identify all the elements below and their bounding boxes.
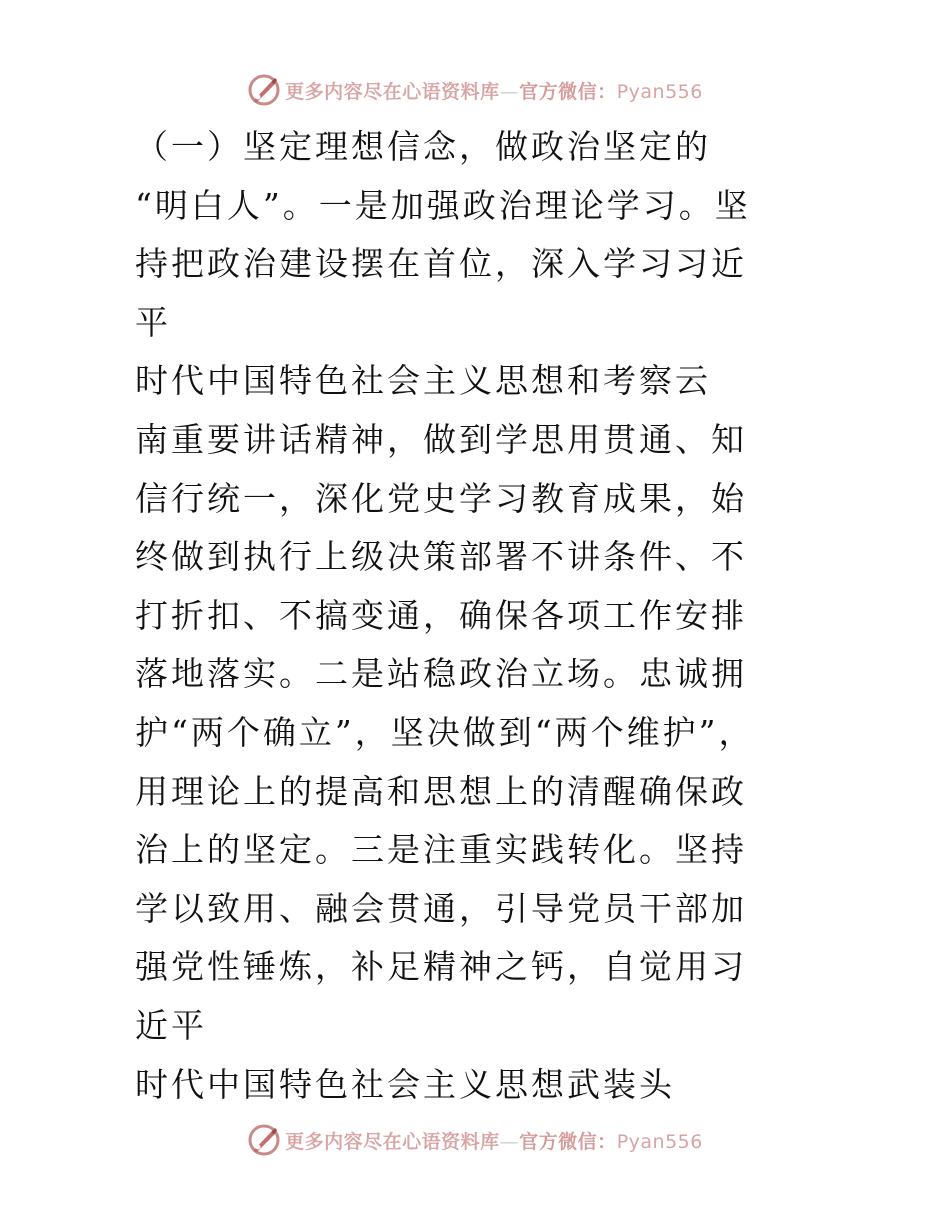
text-line: （一）坚定理想信念，做政治坚定的 (135, 127, 711, 166)
brush-pen-seal-icon (247, 1123, 281, 1157)
document-body (135, 124, 835, 1120)
text-line: 南重要讲话精神，做到学思用贯通、知 (135, 419, 747, 459)
footer-promo: 更多内容尽在心语资料库 (285, 1130, 500, 1153)
text-line: 时代中国特色社会主义思想武装头 (135, 1064, 675, 1104)
header-promo-text (285, 77, 703, 104)
text-line: 近平 (135, 1005, 207, 1045)
text-line: 护“两个确立”，坚决做到“两个维护”， (135, 712, 755, 752)
text-line: 打折扣、不搞变通，确保各项工作安排 (135, 595, 747, 635)
header-promo: 更多内容尽在心语资料库 (285, 80, 500, 103)
footer-separator: — (499, 1130, 520, 1153)
text-line: 用理论上的提高和思想上的清醒确保政 (135, 771, 747, 811)
footer-wechat-label: 官方微信： (519, 1130, 617, 1153)
text-line: 终做到执行上级决策部署不讲条件、不 (135, 537, 747, 577)
footer-wechat-id: Pyan556 (616, 1130, 703, 1153)
header-watermark (0, 70, 950, 110)
text-line: 时代中国特色社会主义思想和考察云 (135, 361, 711, 401)
brush-pen-seal-icon (247, 73, 281, 107)
footer-watermark (0, 1120, 950, 1160)
text-line: 落地落实。二是站稳政治立场。忠诚拥 (135, 654, 747, 694)
footer-promo-text (285, 1127, 703, 1154)
text-line: 持把政治建设摆在首位，深入学习习近 (135, 244, 747, 284)
text-line: “明白人”。一是加强政治理论学习。坚 (135, 185, 751, 225)
text-line: 学以致用、融会贯通，引导党员干部加 (135, 888, 747, 928)
header-wechat-id: Pyan556 (616, 80, 703, 103)
text-line: 强党性锤炼，补足精神之钙，自觉用习 (135, 947, 747, 987)
text-line: 治上的坚定。三是注重实践转化。坚持 (135, 830, 747, 870)
header-wechat-label: 官方微信： (519, 80, 617, 103)
text-line: 平 (135, 302, 171, 342)
text-line: 信行统一，深化党史学习教育成果，始 (135, 478, 747, 518)
header-separator: — (499, 80, 520, 103)
